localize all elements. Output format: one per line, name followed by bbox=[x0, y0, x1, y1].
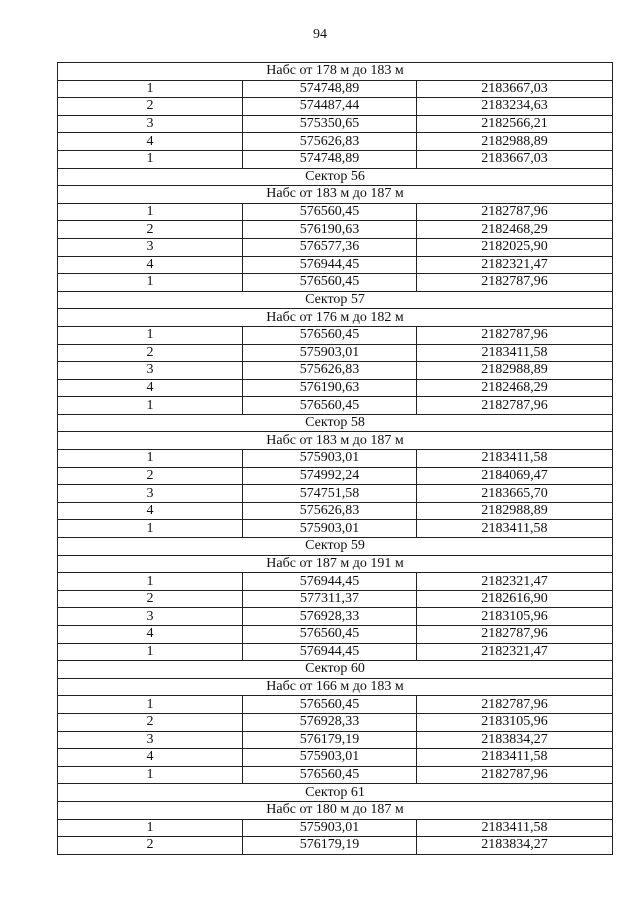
point-number-cell: 4 bbox=[58, 133, 243, 151]
point-number-cell: 4 bbox=[58, 379, 243, 397]
x-coordinate-cell: 576944,45 bbox=[243, 573, 417, 591]
x-coordinate-cell: 576560,45 bbox=[243, 203, 417, 221]
sector-header-row bbox=[58, 168, 613, 186]
y-coordinate-cell: 2183411,58 bbox=[417, 344, 613, 362]
sector-title: Сектор 58 bbox=[58, 414, 613, 432]
x-coordinate-cell: 576577,36 bbox=[243, 238, 417, 256]
height-range-row bbox=[58, 801, 613, 819]
point-number-cell: 4 bbox=[58, 256, 243, 274]
y-coordinate-cell: 2183234,63 bbox=[417, 98, 613, 116]
coordinate-row bbox=[58, 150, 613, 168]
point-number-cell: 1 bbox=[58, 573, 243, 591]
coordinate-row bbox=[58, 133, 613, 151]
x-coordinate-cell: 576560,45 bbox=[243, 326, 417, 344]
height-range-row bbox=[58, 432, 613, 450]
height-range-row bbox=[58, 309, 613, 327]
x-coordinate-cell: 575903,01 bbox=[243, 819, 417, 837]
coordinate-row bbox=[58, 626, 613, 644]
point-number-cell: 1 bbox=[58, 326, 243, 344]
y-coordinate-cell: 2182988,89 bbox=[417, 133, 613, 151]
point-number-cell: 3 bbox=[58, 115, 243, 133]
y-coordinate-cell: 2183411,58 bbox=[417, 819, 613, 837]
x-coordinate-cell: 576179,19 bbox=[243, 731, 417, 749]
x-coordinate-cell: 576560,45 bbox=[243, 274, 417, 292]
point-number-cell: 3 bbox=[58, 731, 243, 749]
x-coordinate-cell: 575626,83 bbox=[243, 133, 417, 151]
y-coordinate-cell: 2183834,27 bbox=[417, 837, 613, 855]
y-coordinate-cell: 2182468,29 bbox=[417, 379, 613, 397]
height-range-row bbox=[58, 678, 613, 696]
point-number-cell: 1 bbox=[58, 643, 243, 661]
x-coordinate-cell: 574748,89 bbox=[243, 150, 417, 168]
height-range-label: Набс от 166 м до 183 м bbox=[58, 678, 613, 696]
sector-header-row bbox=[58, 538, 613, 556]
height-range-label: Набс от 180 м до 187 м bbox=[58, 801, 613, 819]
x-coordinate-cell: 576928,33 bbox=[243, 608, 417, 626]
x-coordinate-cell: 576179,19 bbox=[243, 837, 417, 855]
y-coordinate-cell: 2182787,96 bbox=[417, 626, 613, 644]
height-range-label: Набс от 183 м до 187 м bbox=[58, 186, 613, 204]
y-coordinate-cell: 2183105,96 bbox=[417, 608, 613, 626]
coordinate-row bbox=[58, 221, 613, 239]
coordinate-row bbox=[58, 502, 613, 520]
sector-header-row bbox=[58, 291, 613, 309]
height-range-label: Набс от 176 м до 182 м bbox=[58, 309, 613, 327]
point-number-cell: 1 bbox=[58, 450, 243, 468]
coordinate-row bbox=[58, 238, 613, 256]
coordinate-row bbox=[58, 256, 613, 274]
y-coordinate-cell: 2183834,27 bbox=[417, 731, 613, 749]
coordinate-row bbox=[58, 608, 613, 626]
coordinate-row bbox=[58, 643, 613, 661]
coordinate-row bbox=[58, 467, 613, 485]
point-number-cell: 2 bbox=[58, 713, 243, 731]
y-coordinate-cell: 2183667,03 bbox=[417, 150, 613, 168]
point-number-cell: 1 bbox=[58, 819, 243, 837]
x-coordinate-cell: 576560,45 bbox=[243, 696, 417, 714]
height-range-row bbox=[58, 555, 613, 573]
point-number-cell: 3 bbox=[58, 362, 243, 380]
point-number-cell: 2 bbox=[58, 467, 243, 485]
point-number-cell: 2 bbox=[58, 837, 243, 855]
y-coordinate-cell: 2182787,96 bbox=[417, 766, 613, 784]
sector-title: Сектор 60 bbox=[58, 661, 613, 679]
coordinate-row bbox=[58, 379, 613, 397]
coordinate-row bbox=[58, 274, 613, 292]
point-number-cell: 1 bbox=[58, 80, 243, 98]
x-coordinate-cell: 576190,63 bbox=[243, 221, 417, 239]
y-coordinate-cell: 2182616,90 bbox=[417, 590, 613, 608]
coordinate-row bbox=[58, 344, 613, 362]
x-coordinate-cell: 576944,45 bbox=[243, 643, 417, 661]
height-range-row bbox=[58, 63, 613, 81]
coordinate-row bbox=[58, 326, 613, 344]
y-coordinate-cell: 2182321,47 bbox=[417, 256, 613, 274]
y-coordinate-cell: 2183667,03 bbox=[417, 80, 613, 98]
page-number: 94 bbox=[313, 27, 327, 42]
y-coordinate-cell: 2182787,96 bbox=[417, 203, 613, 221]
point-number-cell: 4 bbox=[58, 502, 243, 520]
x-coordinate-cell: 575903,01 bbox=[243, 749, 417, 767]
y-coordinate-cell: 2183411,58 bbox=[417, 520, 613, 538]
point-number-cell: 4 bbox=[58, 749, 243, 767]
x-coordinate-cell: 576560,45 bbox=[243, 397, 417, 415]
x-coordinate-cell: 574487,44 bbox=[243, 98, 417, 116]
y-coordinate-cell: 2183665,70 bbox=[417, 485, 613, 503]
coordinate-row bbox=[58, 485, 613, 503]
point-number-cell: 3 bbox=[58, 608, 243, 626]
coordinate-row bbox=[58, 450, 613, 468]
coordinate-row bbox=[58, 573, 613, 591]
x-coordinate-cell: 575350,65 bbox=[243, 115, 417, 133]
y-coordinate-cell: 2182468,29 bbox=[417, 221, 613, 239]
point-number-cell: 1 bbox=[58, 397, 243, 415]
sector-header-row bbox=[58, 784, 613, 802]
coordinate-row bbox=[58, 397, 613, 415]
x-coordinate-cell: 576560,45 bbox=[243, 626, 417, 644]
point-number-cell: 1 bbox=[58, 766, 243, 784]
x-coordinate-cell: 576560,45 bbox=[243, 766, 417, 784]
coordinates-table-body bbox=[58, 63, 613, 855]
sector-title: Сектор 61 bbox=[58, 784, 613, 802]
x-coordinate-cell: 574748,89 bbox=[243, 80, 417, 98]
x-coordinate-cell: 575626,83 bbox=[243, 502, 417, 520]
coordinate-row bbox=[58, 590, 613, 608]
x-coordinate-cell: 576928,33 bbox=[243, 713, 417, 731]
y-coordinate-cell: 2182321,47 bbox=[417, 643, 613, 661]
y-coordinate-cell: 2182321,47 bbox=[417, 573, 613, 591]
point-number-cell: 1 bbox=[58, 150, 243, 168]
point-number-cell: 1 bbox=[58, 696, 243, 714]
point-number-cell: 3 bbox=[58, 485, 243, 503]
sector-header-row bbox=[58, 414, 613, 432]
coordinate-row bbox=[58, 362, 613, 380]
coordinate-row bbox=[58, 837, 613, 855]
height-range-label: Набс от 183 м до 187 м bbox=[58, 432, 613, 450]
y-coordinate-cell: 2182787,96 bbox=[417, 397, 613, 415]
coordinate-row bbox=[58, 115, 613, 133]
x-coordinate-cell: 574992,24 bbox=[243, 467, 417, 485]
y-coordinate-cell: 2182025,90 bbox=[417, 238, 613, 256]
coordinate-row bbox=[58, 749, 613, 767]
coordinate-row bbox=[58, 731, 613, 749]
x-coordinate-cell: 575626,83 bbox=[243, 362, 417, 380]
coordinate-row bbox=[58, 80, 613, 98]
point-number-cell: 1 bbox=[58, 274, 243, 292]
coordinate-row bbox=[58, 203, 613, 221]
x-coordinate-cell: 574751,58 bbox=[243, 485, 417, 503]
height-range-row bbox=[58, 186, 613, 204]
coordinate-row bbox=[58, 696, 613, 714]
coordinate-row bbox=[58, 520, 613, 538]
y-coordinate-cell: 2183411,58 bbox=[417, 749, 613, 767]
point-number-cell: 1 bbox=[58, 520, 243, 538]
y-coordinate-cell: 2182566,21 bbox=[417, 115, 613, 133]
sector-title: Сектор 59 bbox=[58, 538, 613, 556]
coordinate-row bbox=[58, 766, 613, 784]
sector-title: Сектор 57 bbox=[58, 291, 613, 309]
coordinate-row bbox=[58, 819, 613, 837]
point-number-cell: 2 bbox=[58, 590, 243, 608]
sector-header-row bbox=[58, 661, 613, 679]
coordinate-row bbox=[58, 98, 613, 116]
y-coordinate-cell: 2182988,89 bbox=[417, 362, 613, 380]
y-coordinate-cell: 2182988,89 bbox=[417, 502, 613, 520]
coordinate-row bbox=[58, 713, 613, 731]
x-coordinate-cell: 577311,37 bbox=[243, 590, 417, 608]
y-coordinate-cell: 2182787,96 bbox=[417, 274, 613, 292]
y-coordinate-cell: 2183411,58 bbox=[417, 450, 613, 468]
coordinates-table bbox=[57, 62, 613, 855]
sector-title: Сектор 56 bbox=[58, 168, 613, 186]
x-coordinate-cell: 575903,01 bbox=[243, 450, 417, 468]
y-coordinate-cell: 2184069,47 bbox=[417, 467, 613, 485]
point-number-cell: 1 bbox=[58, 203, 243, 221]
x-coordinate-cell: 576944,45 bbox=[243, 256, 417, 274]
point-number-cell: 2 bbox=[58, 344, 243, 362]
point-number-cell: 2 bbox=[58, 221, 243, 239]
x-coordinate-cell: 576190,63 bbox=[243, 379, 417, 397]
y-coordinate-cell: 2182787,96 bbox=[417, 696, 613, 714]
x-coordinate-cell: 575903,01 bbox=[243, 520, 417, 538]
point-number-cell: 3 bbox=[58, 238, 243, 256]
height-range-label: Набс от 187 м до 191 м bbox=[58, 555, 613, 573]
x-coordinate-cell: 575903,01 bbox=[243, 344, 417, 362]
point-number-cell: 2 bbox=[58, 98, 243, 116]
height-range-label: Набс от 178 м до 183 м bbox=[58, 63, 613, 81]
y-coordinate-cell: 2182787,96 bbox=[417, 326, 613, 344]
y-coordinate-cell: 2183105,96 bbox=[417, 713, 613, 731]
point-number-cell: 4 bbox=[58, 626, 243, 644]
